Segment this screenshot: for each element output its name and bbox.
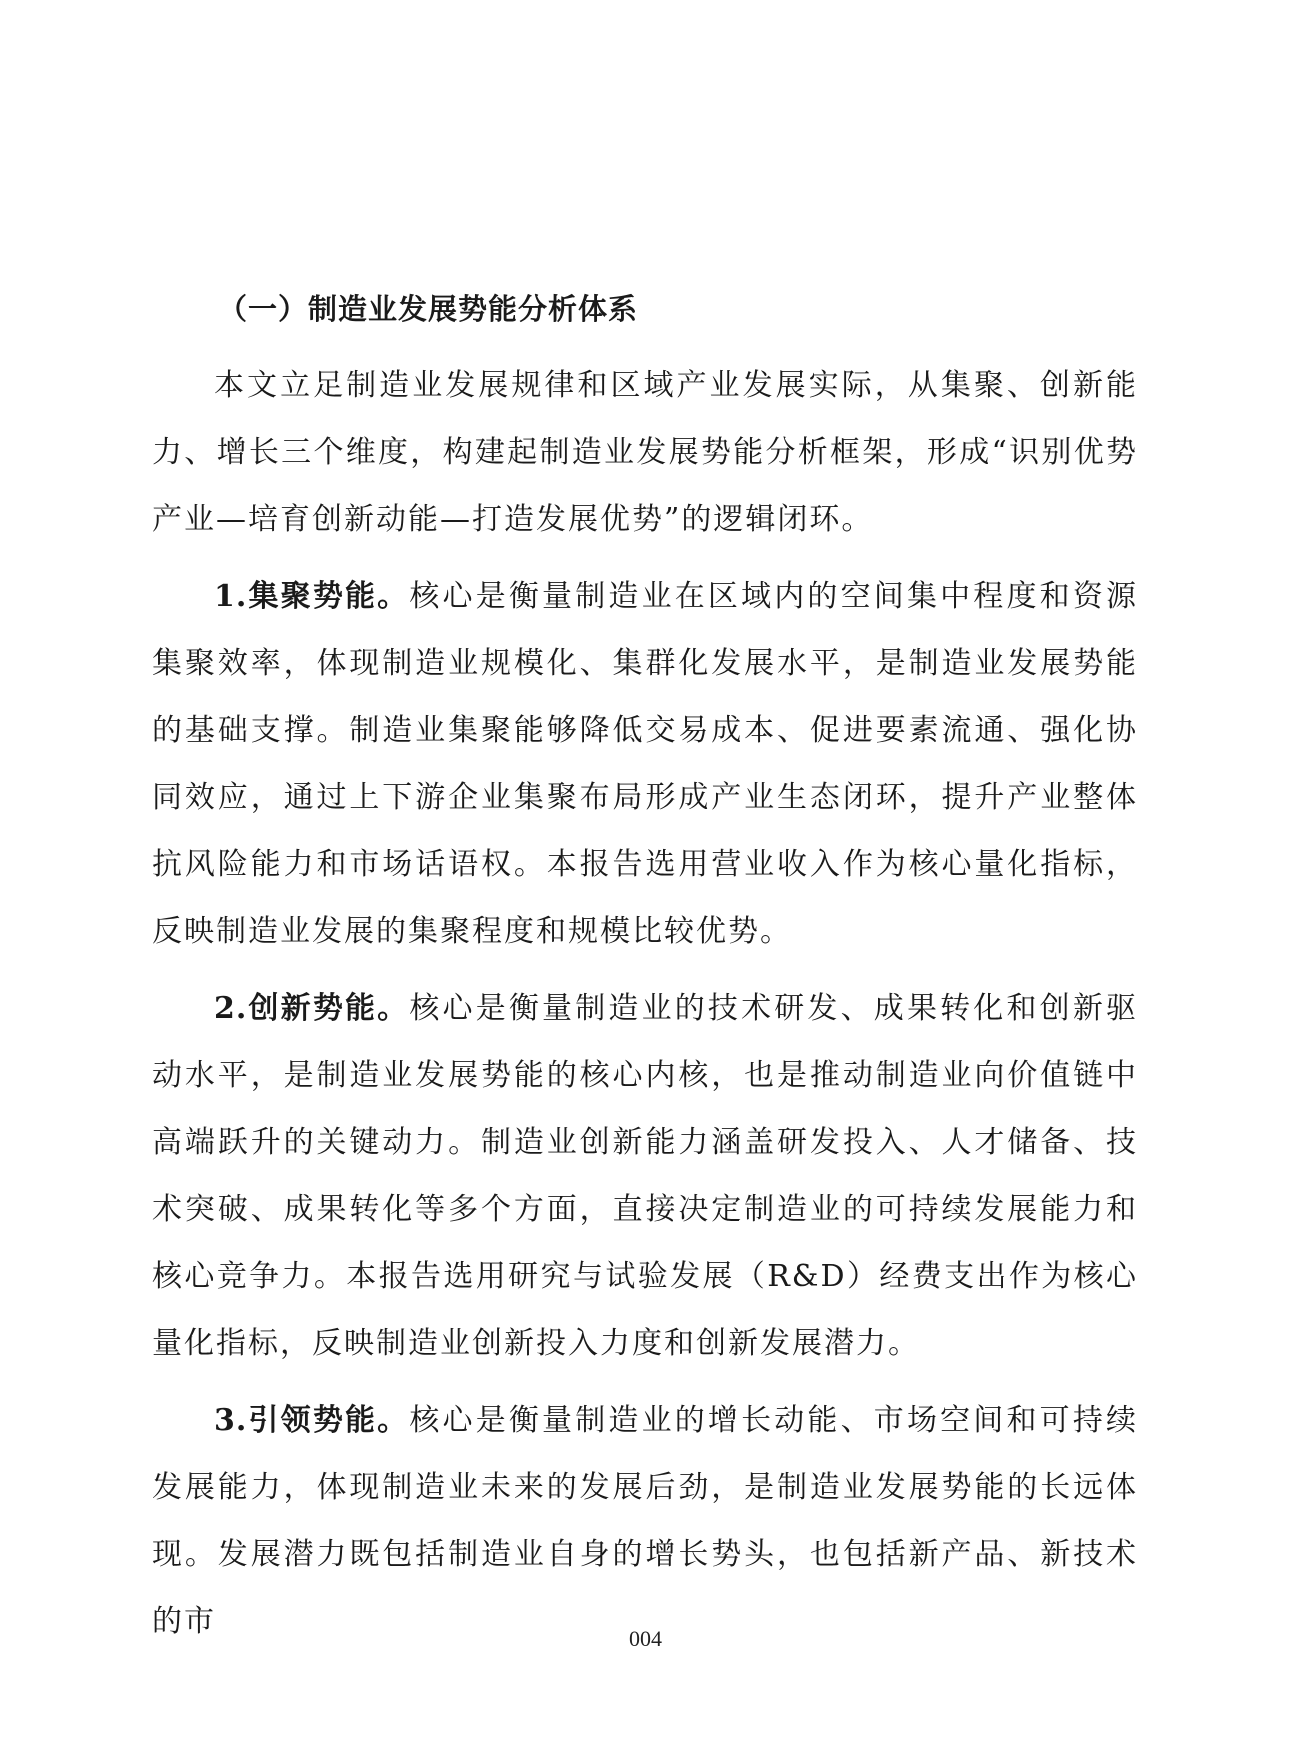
paragraph-innovation	[152, 975, 1138, 1377]
paragraph-agglomeration	[152, 563, 1138, 965]
paragraph-leadership-text: 核心是衡量制造业的增长动能、市场空间和可持续发展能力，体现制造业未来的发展后劲，是制造业发展势能的长远体现。发展潜力既包括制造业自身的增长势头，也包括新产品、新技术的市	[152, 1403, 1138, 1639]
paragraph-agglomeration-text: 核心是衡量制造业在区域内的空间集中程度和资源集聚效率，体现制造业规模化、集群化发展水平，是制造业发展势能的基础支撑。制造业集聚能够降低交易成本、促进要素流通、强化协同效应，通过上下游企业集聚布局形成产业生态闭环，提升产业整体抗风险能力和市场话语权。本报告选用营业收入作为核心量化指标，反映制造业发展的集聚程度和规模比较优势。	[152, 579, 1138, 949]
paragraph-agglomeration-lead: 1.集聚势能。	[214, 579, 410, 614]
page-number: 004	[629, 1626, 662, 1651]
paragraph-innovation-lead: 2.创新势能。	[214, 991, 410, 1026]
paragraph-leadership-lead: 3.引领势能。	[214, 1403, 410, 1438]
paragraph-leadership	[152, 1387, 1138, 1655]
page-body	[152, 282, 1138, 1665]
paragraph-innovation-text: 核心是衡量制造业的技术研发、成果转化和创新驱动水平，是制造业发展势能的核心内核，也是推动制造业向价值链中高端跃升的关键动力。制造业创新能力涵盖研发投入、人才储备、技术突破、成果转化等多个方面，直接决定制造业的可持续发展能力和核心竞争力。本报告选用研究与试验发展（R&D）经费支出作为核心量化指标，反映制造业创新投入力度和创新发展潜力。	[152, 991, 1138, 1361]
section-heading: （一）制造业发展势能分析体系	[218, 292, 639, 326]
intro-paragraph: 本文立足制造业发展规律和区域产业发展实际，从集聚、创新能力、增长三个维度，构建起制造业发展势能分析框架，形成“识别优势产业—培育创新动能—打造发展优势”的逻辑闭环。	[152, 368, 1138, 537]
